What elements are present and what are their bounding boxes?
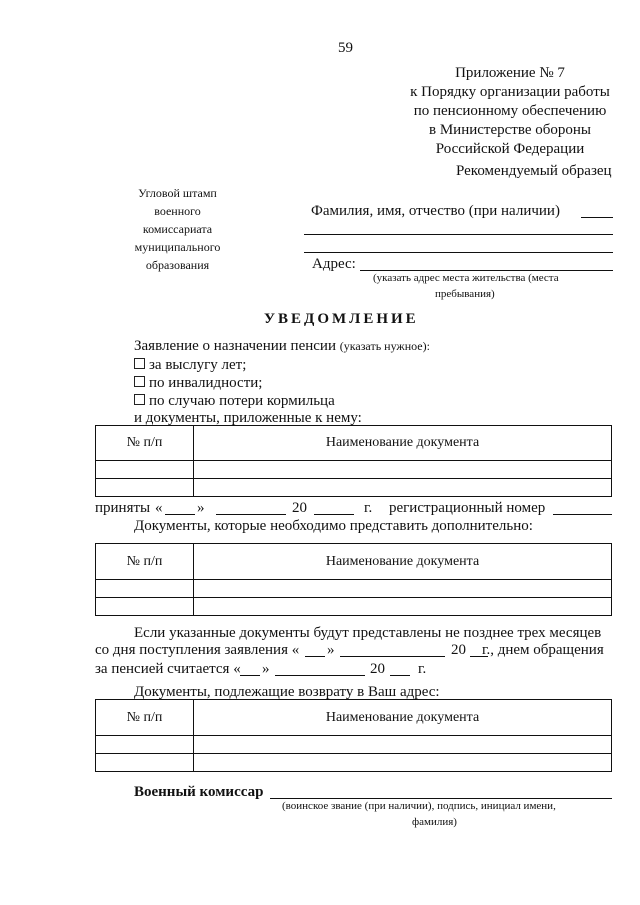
- checkbox-icon: [134, 394, 145, 405]
- month-blank: [216, 514, 286, 515]
- returned-documents-table: [95, 699, 612, 772]
- sample-label: Рекомендуемый образец: [456, 163, 612, 179]
- address-label: Адрес:: [312, 256, 356, 272]
- year-prefix: 20: [451, 642, 466, 658]
- year-blank: [314, 514, 354, 515]
- application-hint: (указать нужное):: [339, 339, 430, 353]
- fio-line-3: [304, 252, 613, 253]
- quote-close: »: [197, 500, 205, 516]
- address-hint: (указать адрес места жительства (места: [373, 272, 559, 284]
- checkbox-icon: [134, 376, 145, 387]
- year-prefix: 20: [292, 500, 307, 516]
- day-blank: [240, 675, 260, 676]
- option-label: по случаю потери кормильца: [149, 393, 335, 409]
- option-label: по инвалидности;: [149, 375, 263, 391]
- option-label: за выслугу лет;: [149, 357, 247, 373]
- appendix-line: Приложение № 7: [455, 65, 565, 81]
- appendix-line: к Порядку организации работы: [410, 84, 610, 100]
- deadline-text: Если указанные документы будут представлены не позднее трех месяцев: [134, 625, 602, 641]
- table-header-row: [96, 426, 612, 461]
- quote-open: «: [155, 500, 163, 516]
- table-row: [96, 598, 612, 616]
- page-number: 59: [338, 40, 353, 56]
- deadline-text: за пенсией считается «: [95, 661, 241, 677]
- registration-label: регистрационный номер: [389, 500, 546, 516]
- signature-line: [270, 798, 612, 799]
- appendix-block: [395, 64, 625, 159]
- option-disability: [134, 375, 262, 392]
- quote-close: »: [327, 642, 335, 658]
- year-suffix: г.: [418, 661, 427, 677]
- month-blank: [340, 656, 445, 657]
- signature-hint: (воинское звание (при наличии), подпись, инициал имени,: [282, 800, 556, 812]
- signature-hint: фамилия): [412, 816, 457, 828]
- stamp-line: военного: [154, 204, 201, 218]
- deadline-text: г., днем обращения: [482, 642, 604, 658]
- header-name: Наименование документа: [194, 426, 612, 461]
- header-num: № п/п: [96, 426, 194, 461]
- year-blank: [390, 675, 410, 676]
- option-breadwinner-loss: [134, 393, 335, 410]
- address-line: [360, 270, 613, 271]
- day-blank: [305, 656, 325, 657]
- table-row: [96, 754, 612, 772]
- header-name: Наименование документа: [194, 700, 612, 736]
- attached-documents-table: [95, 425, 612, 497]
- year-prefix: 20: [370, 661, 385, 677]
- quote-close: »: [262, 661, 270, 677]
- fio-underline: [581, 217, 613, 218]
- return-docs-label: Документы, подлежащие возврату в Ваш адрес:: [134, 684, 440, 700]
- appendix-line: по пенсионному обеспечению: [413, 103, 607, 119]
- registration-blank: [553, 514, 612, 515]
- year-suffix: г.: [364, 500, 373, 516]
- table-row: [96, 461, 612, 479]
- header-num: № п/п: [96, 700, 194, 736]
- deadline-text: со дня поступления заявления «: [95, 642, 300, 658]
- day-blank: [165, 514, 195, 515]
- application-text: [134, 338, 430, 355]
- table-header-row: [96, 544, 612, 580]
- address-hint: пребывания): [435, 288, 495, 300]
- corner-stamp: [110, 184, 245, 274]
- additional-documents-table: [95, 543, 612, 616]
- header-name: Наименование документа: [194, 544, 612, 580]
- stamp-line: муниципального: [134, 240, 221, 254]
- month-blank: [275, 675, 365, 676]
- appendix-line: в Министерстве обороны: [429, 122, 591, 138]
- appendix-line: Российской Федерации: [435, 141, 585, 157]
- stamp-line: Угловой штамп: [138, 186, 217, 200]
- application-label: Заявление о назначении пенсии: [134, 338, 336, 354]
- table-header-row: [96, 700, 612, 736]
- fio-line-2: [304, 234, 613, 235]
- table-row: [96, 479, 612, 497]
- table-row: [96, 580, 612, 598]
- header-num: № п/п: [96, 544, 194, 580]
- accepted-word: приняты: [95, 500, 151, 516]
- fio-label: Фамилия, имя, отчество (при наличии): [311, 203, 560, 219]
- stamp-line: образования: [145, 258, 210, 272]
- table-row: [96, 736, 612, 754]
- document-title: УВЕДОМЛЕНИЕ: [264, 311, 419, 327]
- docs-attached-label: и документы, приложенные к нему:: [134, 410, 362, 426]
- option-service-years: [134, 357, 246, 374]
- additional-docs-label: Документы, которые необходимо представить дополнительно:: [134, 518, 533, 534]
- commissar-label: Военный комиссар: [134, 784, 264, 800]
- stamp-line: комиссариата: [142, 222, 213, 236]
- checkbox-icon: [134, 358, 145, 369]
